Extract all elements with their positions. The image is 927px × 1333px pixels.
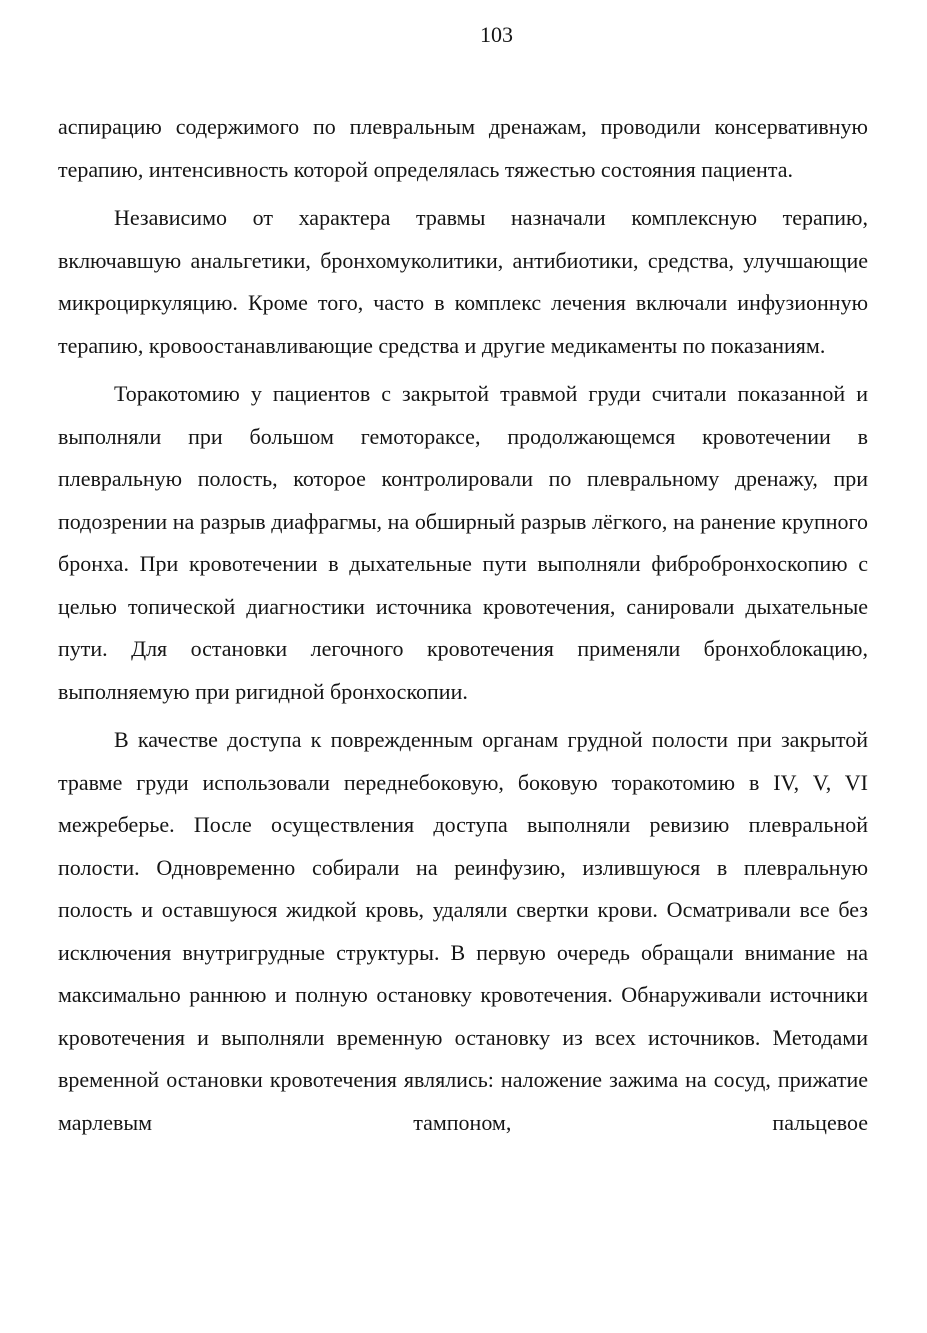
paragraph-2: Независимо от характера травмы назначали комплексную терапию, включавшую анальгетики, бронхомуколитики, антибиотики, средства, улучшающие микроциркуляцию. Кроме того, часто в комплекс лечения включали инфузионную терапию, кровоостанавливающие средства и другие медикаменты по показаниям. <box>58 205 868 358</box>
paragraph-4: В качестве доступа к поврежденным органам грудной полости при закрытой травме груди использовали переднебоковую, боковую торакотомию в IV, V, VI межреберье. После осуществления доступа выполняли ревизию плевральной полости. Одновременно собирали на реинфузию, излившуюся в плевральную полость и оставшуюся жидкой кровь, удаляли свертки крови. Осматривали все без исключения внутригрудные структуры. В первую очередь обращали внимание на максимально раннюю и полную остановку кровотечения. Обнаруживали источники кровотечения и выполняли временную остановку из всех источников. Методами временной остановки кровотечения являлись: наложение зажима на сосуд, прижатие марлевым тампоном, пальцевое <box>58 727 868 1135</box>
page-number: 103 <box>480 22 513 47</box>
body-text <box>58 106 868 1144</box>
paragraph-1: аспирацию содержимого по плевральным дренажам, проводили консервативную терапию, интенсивность которой определялась тяжестью состояния пациента. <box>58 114 868 182</box>
paragraph-3: Торакотомию у пациентов с закрытой травмой груди считали показанной и выполняли при большом гемотораксе, продолжающемся кровотечении в плевральную полость, которое контролировали по плевральному дренажу, при подозрении на разрыв диафрагмы, на обширный разрыв лёгкого, на ранение крупного бронха. При кровотечении в дыхательные пути выполняли фибробронхоскопию с целью топической диагностики источника кровотечения, санировали дыхательные пути. Для остановки легочного кровотечения применяли бронхоблокацию, выполняемую при ригидной бронхоскопии. <box>58 381 868 704</box>
